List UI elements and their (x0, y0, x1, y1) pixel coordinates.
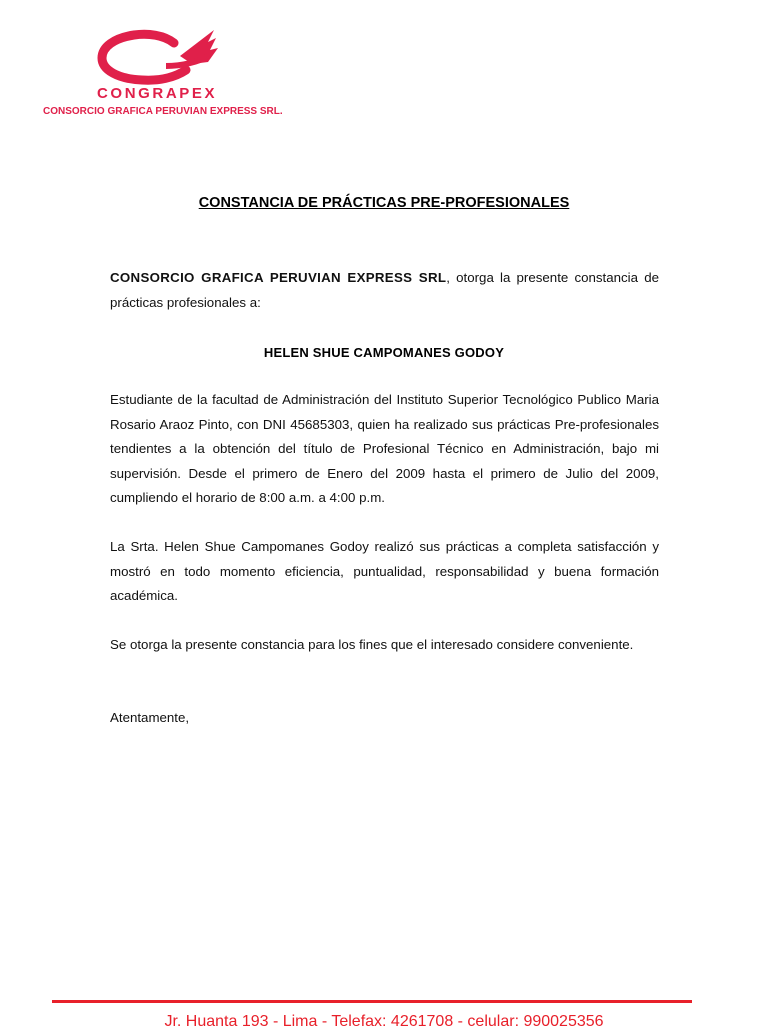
footer-contact: Jr. Huanta 193 - Lima - Telefax: 4261708 - celular: 990025356 (164, 1013, 604, 1030)
paragraph-evaluation: La Srta. Helen Shue Campomanes Godoy realizó sus prácticas a completa satisfacción y mostró en todo momento eficiencia, puntualidad, responsabilidad y buena formación académica. (110, 539, 659, 603)
closing: Atentamente, (110, 710, 190, 725)
document-title: CONSTANCIA DE PRÁCTICAS PRE-PROFESIONALES (198, 195, 570, 211)
company-logo (40, 24, 283, 124)
paragraph-details: Estudiante de la facultad de Administración del Instituto Superior Tecnológico Publico Maria Rosario Araoz Pinto, con DNI 45685303, quien ha realizado sus prácticas Pre-profesionales tendientes a la obtención del título de Profesional Técnico en Administración, bajo mi supervisión. Desde el primero de Enero del 2009 hasta el primero de Julio del 2009, cumpliendo el horario de 8:00 a.m. a 4:00 p.m. (110, 392, 659, 505)
paragraph-purpose: Se otorga la presente constancia para los fines que el interesado considere conveniente. (110, 637, 634, 652)
congrapex-emblem-icon (96, 26, 266, 88)
footer-divider (52, 1000, 692, 1003)
logo-name: CONGRAPEX (97, 85, 218, 102)
logo-full-name: CONSORCIO GRAFICA PERUVIAN EXPRESS SRL. (43, 106, 283, 117)
recipient-name: HELEN SHUE CAMPOMANES GODOY (263, 345, 505, 360)
intro-paragraph (110, 266, 659, 315)
company-name: CONSORCIO GRAFICA PERUVIAN EXPRESS SRL (110, 270, 447, 285)
intro-text: , otorga la presente constancia de prácticas profesionales a: (110, 270, 659, 310)
